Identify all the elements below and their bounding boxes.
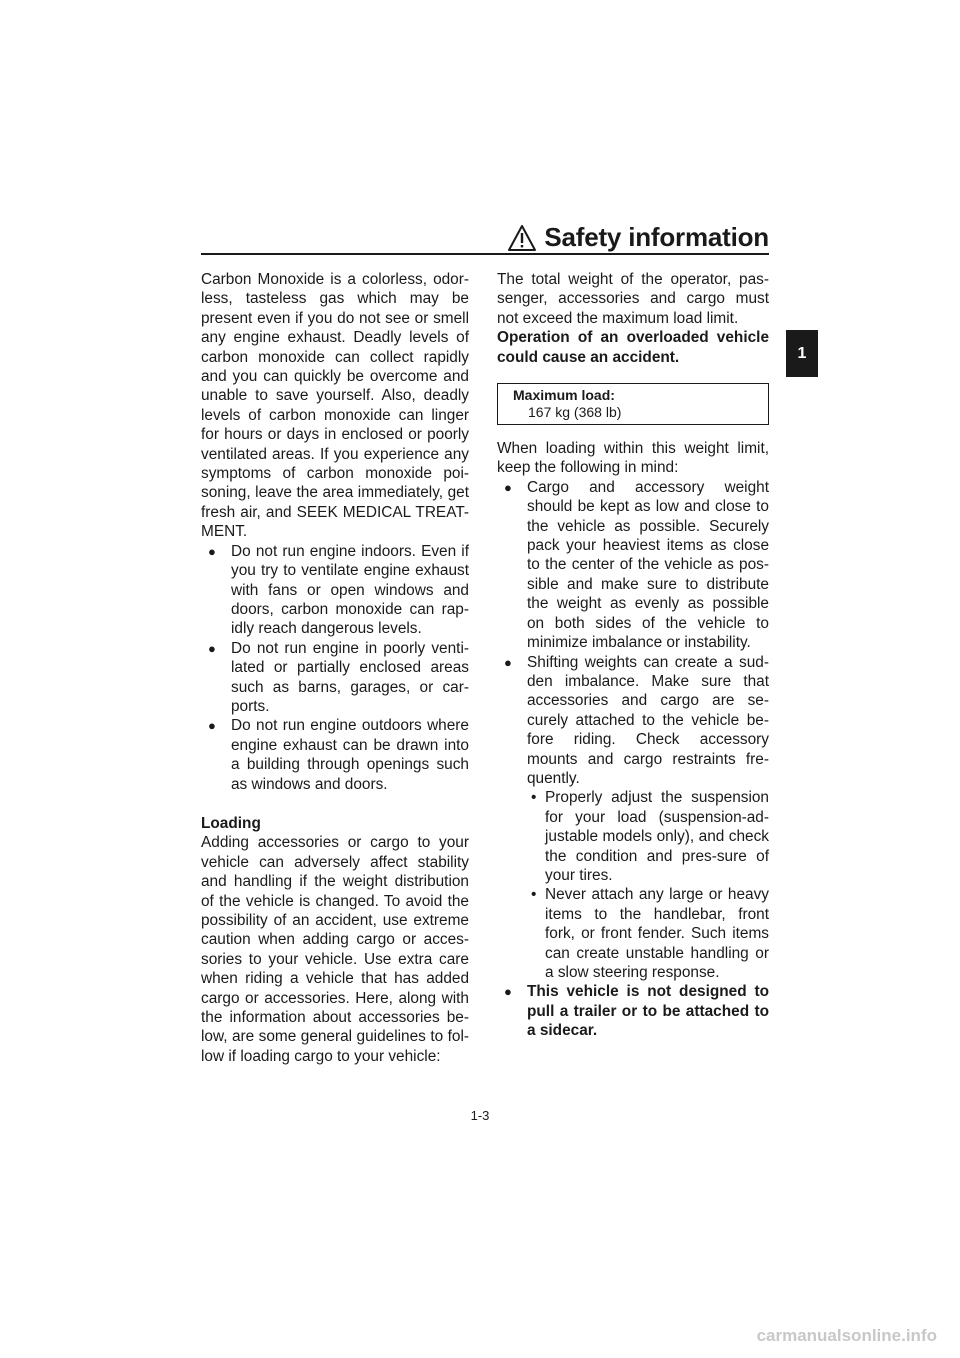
overload-warning: Operation of an overloaded vehicle could cause an accident. (497, 329, 769, 366)
left-column (201, 270, 469, 1066)
list-item: ● Do not run engine indoors. Even if you try to ventilate engine exhaust with fans or open windows and doors, carbon monoxide can rap-idly reach dangerous levels. (201, 542, 469, 639)
list-item: ● Do not run engine outdoors where engine exhaust can be drawn into a building through openings such as windows and doors. (201, 716, 469, 794)
list-item: ● Do not run engine in poorly venti-lated or partially enclosed areas such as barns, garages, or car-ports. (201, 639, 469, 717)
sub-list-item: • Properly adjust the suspension for your load (suspension-ad-justable models only), and check the condition and pres-sure of your tires. (527, 788, 769, 885)
watermark: carmanualsonline.info (756, 1326, 937, 1345)
carbon-monoxide-paragraph: Carbon Monoxide is a colorless, odor-less, tasteless gas which may be present even if you do not see or smell any engine exhaust. Deadly levels of carbon monoxide can collect rapidly and you can quickly be overcome and unable to save yourself. Also, deadly levels of carbon monoxide can linger for hours or days in enclosed or poorly ventilated areas. If you experience any symptoms of carbon monoxide poi-soning, leave the area immediately, get fresh air, and SEEK MEDICAL TREAT-MENT. (201, 271, 469, 541)
list-item: ● This vehicle is not designed to pull a trailer or to be attached to a sidecar. (497, 982, 769, 1040)
spec-label: Maximum load: (513, 387, 615, 404)
max-load-spec-box (497, 383, 769, 425)
list-item: ● Cargo and accessory weight should be kept as low and close to the vehicle as possible. Securely pack your heaviest items as close to the center of the vehicle as pos-sible and make sure to distribute the weight as evenly as possible on both sides of the vehicle to minimize imbalance or instability. (497, 478, 769, 653)
loading-paragraph: Adding accessories or cargo to your vehicle can adversely affect stability and handling if the weight distribution of the vehicle is changed. To avoid the possibility of an accident, use extreme caution when adding cargo or acces-sories to your vehicle. Use extra care when riding a vehicle that has added cargo or accessories. Here, along with the information about accessories be-low, are some general guidelines to fol-low if loading cargo to your vehicle: (201, 834, 469, 1065)
loading-heading: Loading (201, 814, 261, 832)
warning-triangle-icon (507, 224, 537, 252)
list-item (497, 653, 769, 983)
list-item-text: Shifting weights can create a sud-den imbalance. Make sure that accessories and cargo are se-curely attached to the vehicle be-fore riding. Check accessory mounts and cargo restraints fre-quently. (527, 653, 769, 787)
page-header (201, 222, 769, 256)
page-number: 1-3 (470, 1108, 490, 1123)
sub-list-item: • Never attach any large or heavy items to the handlebar, front fork, or front fender. Such items can create unstable handling or a slow steering response. (527, 885, 769, 982)
loading-intro: When loading within this weight limit, keep the following in mind: (497, 440, 769, 477)
carbon-monoxide-bullets (201, 542, 469, 794)
page-title: Safety information (544, 222, 769, 252)
sub-bullets (527, 788, 769, 982)
chapter-tab: 1 (786, 330, 818, 377)
header-rule (201, 253, 769, 255)
right-column (497, 270, 769, 1041)
loading-bullets (497, 478, 769, 1041)
weight-paragraph: The total weight of the operator, pas-senger, accessories and cargo must not exceed the maximum load limit. (497, 271, 769, 327)
header-title-group (507, 222, 769, 253)
spec-value: 167 kg (368 lb) (528, 404, 622, 421)
